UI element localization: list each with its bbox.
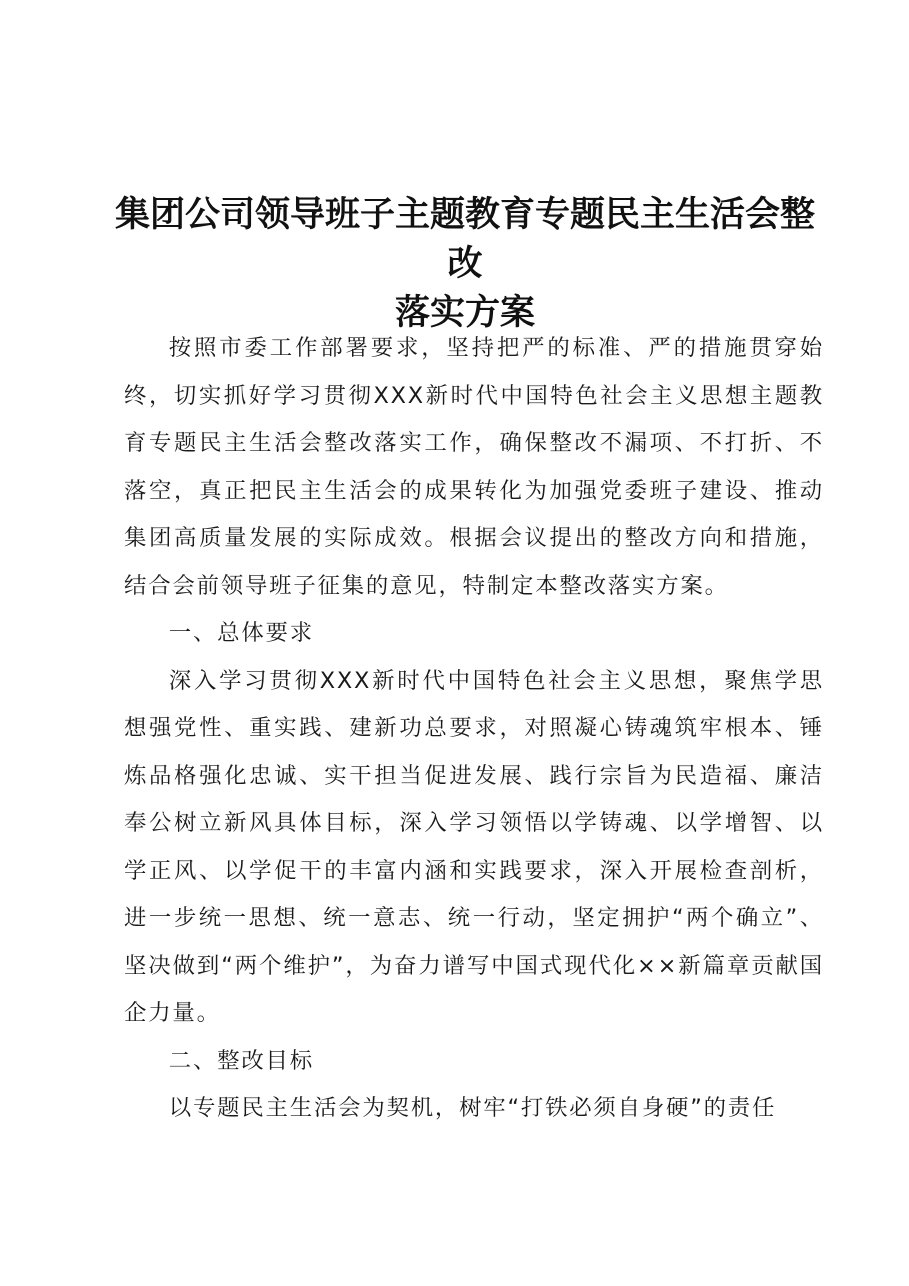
document-title-line-1: 集团公司领导班子主题教育专题民主生活会整改 [114, 194, 815, 284]
section-heading-rectification-goals: 二、整改目标 [168, 1047, 314, 1074]
document-title [100, 190, 830, 337]
general-requirements-paragraph: 深入学习贯彻XXX新时代中国特色社会主义思想，聚焦学思想强党性、重实践、建新功总要求，对照凝心铸魂筑牢根本、锤炼品格强化忠诚、实干担当促进发展、践行宗旨为民造福、廉洁奉公树立新风具体目标，深入学习领悟以学铸魂、以学增智、以学正风、以学促干的丰富内涵和实践要求，深入开展检查剖析，进一步统一思想、统一意志、统一行动，坚定拥护“两个确立”、坚决做到“两个维护”，为奋力谱写中国式现代化××新篇章贡献国企力量。 [124, 667, 824, 1026]
document-title-line-2: 落实方案 [394, 292, 535, 333]
section-heading-general-requirements: 一、总体要求 [168, 620, 314, 646]
document-body [124, 325, 824, 1133]
intro-paragraph: 按照市委工作部署要求，坚持把严的标准、严的措施贯穿始终，切实抓好学习贯彻XXX新时代中国特色社会主义思想主题教育专题民主生活会整改落实工作，确保整改不漏项、不打折、不落空，真正把民主生活会的成果转化为加强党委班子建设、推动集团高质量发展的实际成效。根据会议提出的整改方向和措施，结合会前领导班子征集的意见，特制定本整改落实方案。 [124, 335, 824, 599]
rectification-goals-paragraph: 以专题民主生活会为契机，树牢“打铁必须自身硬”的责任 [168, 1095, 777, 1121]
